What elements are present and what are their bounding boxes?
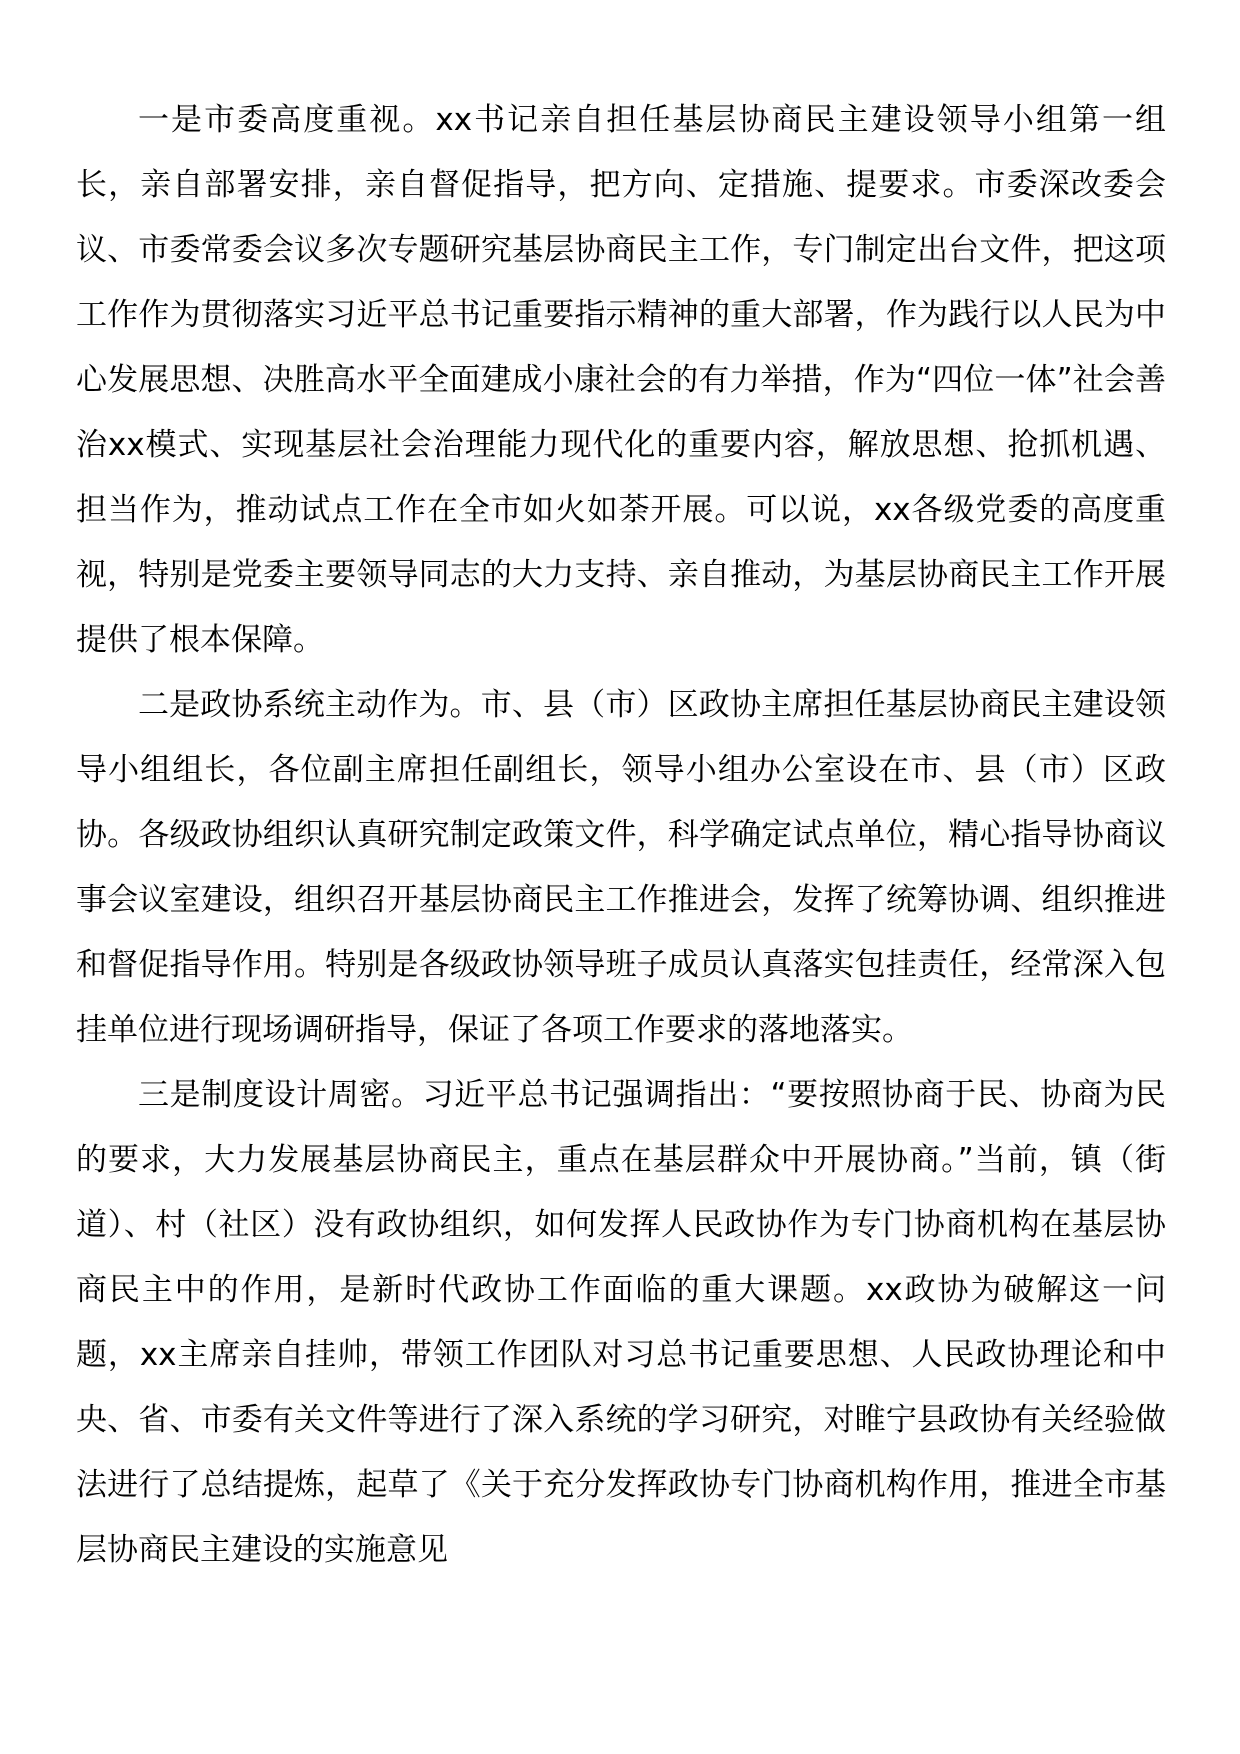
paragraph-municipal-committee-attention: 一是市委高度重视。xx书记亲自担任基层协商民主建设领导小组第一组长，亲自部署安排，亲自督促指导，把方向、定措施、提要求。市委深改委会议、市委常委会议多次专题研究基层协商民主工作，专门制定出台文件，把这项工作作为贯彻落实习近平总书记重要指示精神的重大部署，作为践行以人民为中心发展思想、决胜高水平全面建成小康社会的有力举措，作为“四位一体”社会善治xx模式、实现基层社会治理能力现代化的重要内容，解放思想、抢抓机遇、担当作为，推动试点工作在全市如火如荼开展。可以说，xx各级党委的高度重视，特别是党委主要领导同志的大力支持、亲自推动，为基层协商民主工作开展提供了根本保障。 — [76, 102, 1166, 658]
paragraph-system-design: 三是制度设计周密。习近平总书记强调指出：“要按照协商于民、协商为民的要求，大力发展基层协商民主，重点在基层群众中开展协商。”当前，镇（街道）、村（社区）没有政协组织，如何发挥人民政协作为专门协商机构在基层协商民主中的作用，是新时代政协工作面临的重大课题。xx政协为破解这一问题，xx主席亲自挂帅，带领工作团队对习总书记重要思想、人民政协理论和中央、省、市委有关文件等进行了深入系统的学习研究，对睢宁县政协有关经验做法进行了总结提炼，起草了《关于充分发挥政协专门协商机构作用，推进全市基层协商民主建设的实施意见 — [76, 1077, 1166, 1568]
document-body — [76, 88, 1166, 1583]
paragraph-cppcc-initiative: 二是政协系统主动作为。市、县（市）区政协主席担任基层协商民主建设领导小组组长，各位副主席担任副组长，领导小组办公室设在市、县（市）区政协。各级政协组织认真研究制定政策文件，科学确定试点单位，精心指导协商议事会议室建设，组织召开基层协商民主工作推进会，发挥了统筹协调、组织推进和督促指导作用。特别是各级政协领导班子成员认真落实包挂责任，经常深入包挂单位进行现场调研指导，保证了各项工作要求的落地落实。 — [76, 687, 1166, 1048]
